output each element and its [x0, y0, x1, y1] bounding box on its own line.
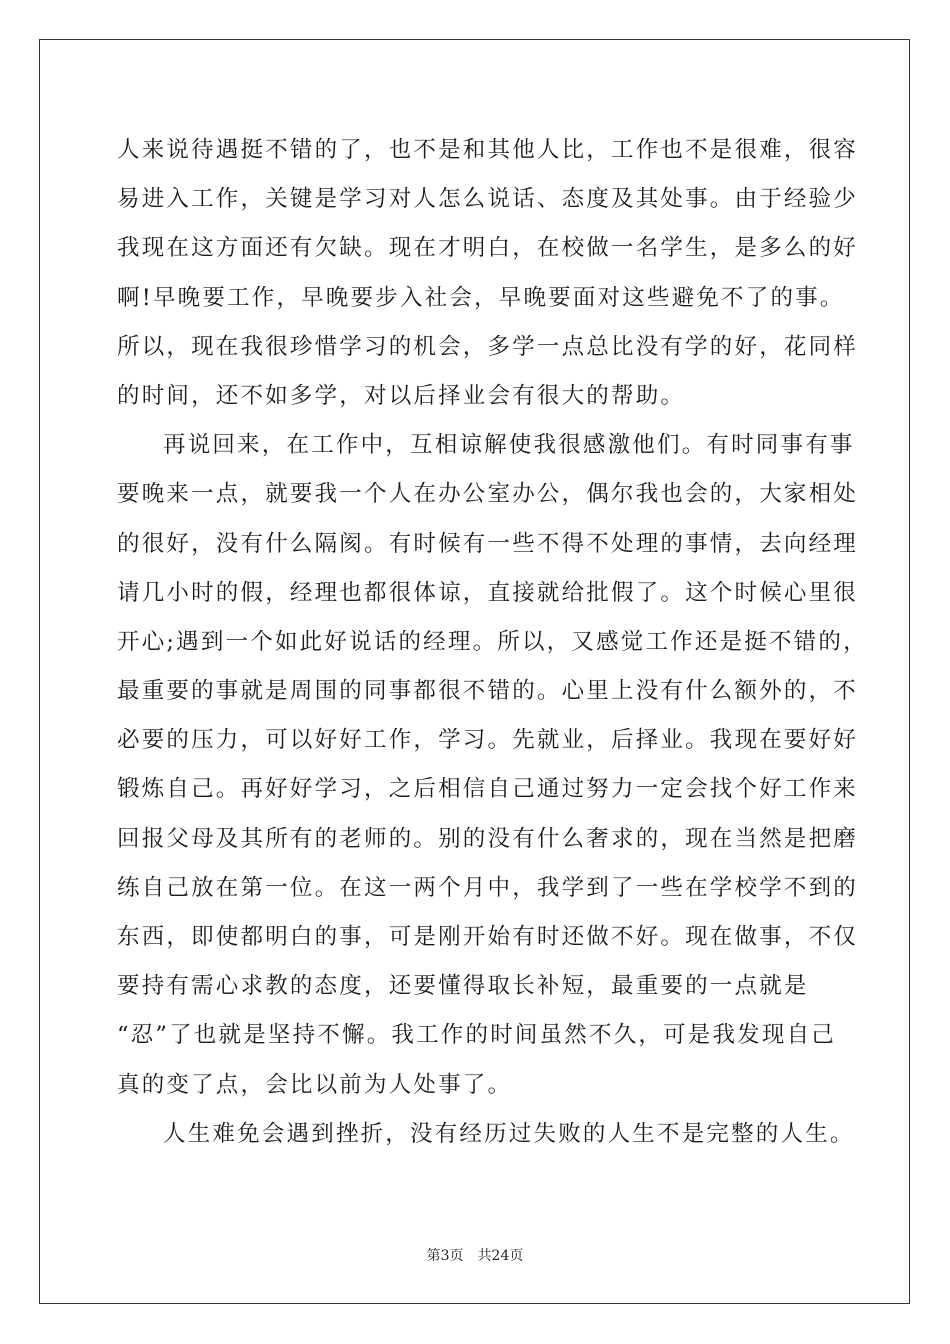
text-line: 的很好，没有什么隔阂。有时候有一些不得不处理的事情，去向经理 [117, 530, 859, 557]
text-line: 人来说待遇挺不错的了，也不是和其他人比，工作也不是很难，很容 [117, 137, 859, 163]
text-line: 再说回来，在工作中，互相谅解使我很感激他们。有时同事有事 [163, 432, 855, 459]
text-line: 易进入工作，关键是学习对人怎么说话、态度及其处事。由于经验少 [117, 186, 859, 213]
text-line: 锻炼自己。再好好学习，之后相信自己通过努力一定会找个好工作来 [117, 776, 859, 803]
text-line: 回报父母及其所有的老师的。别的没有什么奢求的，现在当然是把磨 [117, 825, 859, 852]
text-line: 我现在这方面还有欠缺。现在才明白，在校做一名学生，是多么的好 [117, 235, 859, 262]
text-line: 练自己放在第一位。在这一两个月中，我学到了一些在学校学不到的 [117, 874, 859, 901]
document-body [117, 126, 868, 1159]
text-line: 东西，即使都明白的事，可是刚开始有时还做不好。现在做事，不仅 [117, 924, 859, 950]
current-page-number: 第3页 [426, 1248, 464, 1264]
text-line: 人生难免会遇到挫折，没有经历过失败的人生不是完整的人生。 [163, 1120, 855, 1147]
text-line: 要晚来一点，就要我一个人在办公室办公，偶尔我也会的，大家相处 [117, 481, 859, 508]
text-line: 请几小时的假，经理也都很体谅，直接就给批假了。这个时候心里很 [117, 579, 859, 606]
text-line: 啊!早晚要工作，早晚要步入社会，早晚要面对这些避免不了的事。 [117, 284, 845, 311]
text-line: 的时间，还不如多学，对以后择业会有很大的帮助。 [117, 382, 686, 409]
text-line: “忍”了也就是坚持不懈。我工作的时间虽然不久，可是我发现自己 [117, 1022, 837, 1049]
total-pages: 共24页 [477, 1248, 524, 1264]
text-line: 必要的压力，可以好好工作，学习。先就业，后择业。我现在要好好 [117, 727, 859, 754]
text-line: 最重要的事就是周围的同事都很不错的。心里上没有什么额外的，不 [117, 678, 859, 705]
text-line: 真的变了点，会比以前为人处事了。 [117, 1071, 513, 1098]
text-line: 开心;遇到一个如此好说话的经理。所以，又感觉工作还是挺不错的， [117, 628, 868, 655]
text-line: 要持有需心求教的态度，还要懂得取长补短，最重要的一点就是 [117, 973, 809, 1000]
page-footer [0, 1245, 950, 1265]
text-line: 所以，现在我很珍惜学习的机会，多学一点总比没有学的好，花同样 [117, 333, 859, 360]
